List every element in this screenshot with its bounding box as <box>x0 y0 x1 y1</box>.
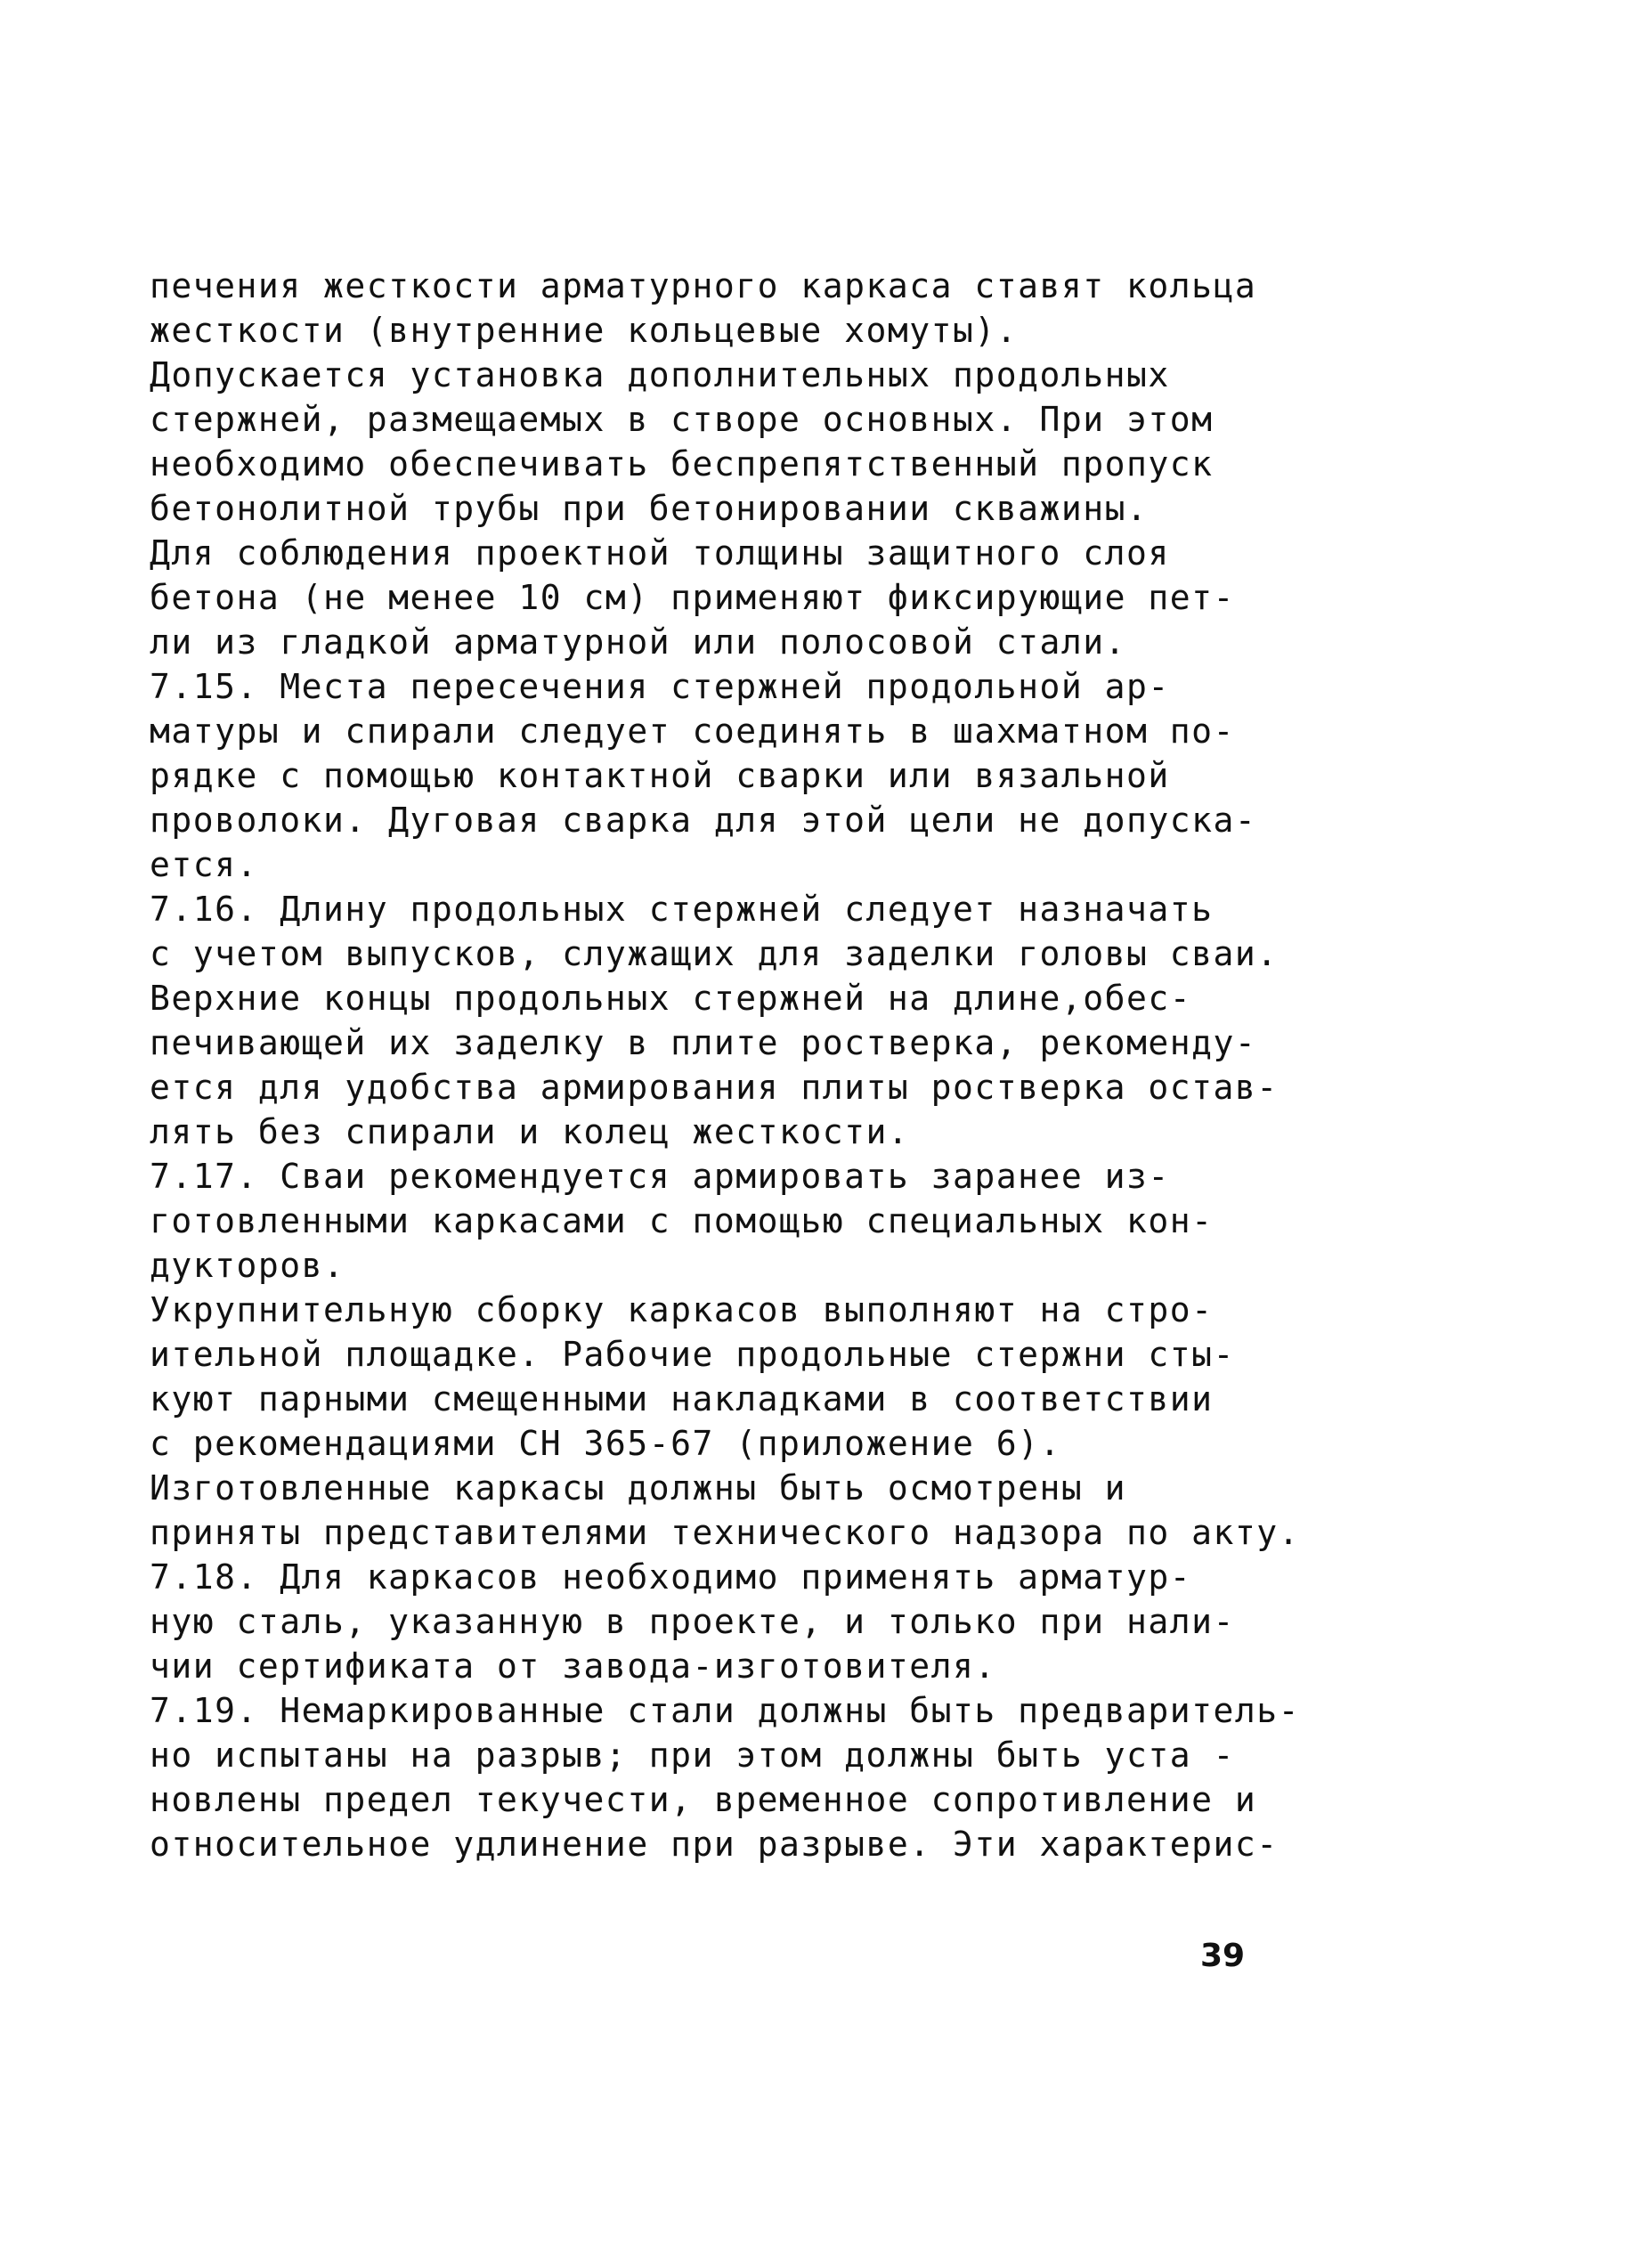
text-line: Для соблюдения проектной толщины защитного слоя <box>150 533 1170 573</box>
text-line: проволоки. Дуговая сварка для этой цели не допуска- <box>150 801 1257 840</box>
text-line: но испытаны на разрыв; при этом должны быть уста - <box>150 1736 1235 1775</box>
page-number: 39 <box>1200 1938 1246 1974</box>
text-line: ную сталь, указанную в проекте, и только при нали- <box>150 1602 1235 1641</box>
text-line: дукторов. <box>150 1246 345 1285</box>
text-line: 7.19. Немаркированные стали должны быть предваритель- <box>150 1691 1301 1730</box>
text-line: бетона (не менее 10 см) применяют фиксирующие пет- <box>150 578 1235 617</box>
text-line: с учетом выпусков, служащих для заделки головы сваи. <box>150 934 1279 973</box>
text-line: лять без спирали и колец жесткости. <box>150 1112 910 1151</box>
text-line: куют парными смещенными накладками в соответствии <box>150 1379 1214 1419</box>
text-line: ется для удобства армирования плиты ростверка остав- <box>150 1068 1279 1107</box>
text-line: Допускается установка дополнительных продольных <box>150 355 1170 394</box>
text-line: матуры и спирали следует соединять в шахматном по- <box>150 711 1235 751</box>
text-line: 7.18. Для каркасов необходимо применять арматур- <box>150 1557 1192 1597</box>
text-line: жесткости (внутренние кольцевые хомуты). <box>150 311 1019 350</box>
text-line: относительное удлинение при разрыве. Эти характерис- <box>150 1825 1279 1864</box>
text-line: Укрупнительную сборку каркасов выполняют на стро- <box>150 1290 1214 1329</box>
text-line: стержней, размещаемых в створе основных. При этом <box>150 400 1214 439</box>
text-line: 7.16. Длину продольных стержней следует назначать <box>150 890 1214 929</box>
text-line: 7.15. Места пересечения стержней продольной ар- <box>150 667 1170 706</box>
text-line: Верхние концы продольных стержней на длине,обес- <box>150 979 1192 1018</box>
text-line: ется. <box>150 845 258 884</box>
text-line: рядке с помощью контактной сварки или вязальной <box>150 756 1170 795</box>
text-line: 7.17. Сваи рекомендуется армировать заранее из- <box>150 1157 1170 1196</box>
text-line: новлены предел текучести, временное сопротивление и <box>150 1780 1257 1819</box>
text-line: Изготовленные каркасы должны быть осмотрены и <box>150 1468 1127 1508</box>
text-line: печения жесткости арматурного каркаса ставят кольца <box>150 266 1257 305</box>
text-line: ли из гладкой арматурной или полосовой стали. <box>150 622 1127 662</box>
text-line: необходимо обеспечивать беспрепятственный пропуск <box>150 444 1214 484</box>
text-line: с рекомендациями СН 365-67 (приложение 6). <box>150 1424 1061 1463</box>
body-text <box>150 264 1301 1866</box>
text-line: печивающей их заделку в плите ростверка, рекоменду- <box>150 1023 1257 1062</box>
text-line: готовленными каркасами с помощью специальных кон- <box>150 1201 1214 1240</box>
text-line: чии сертификата от завода-изготовителя. <box>150 1646 996 1686</box>
text-line: бетонолитной трубы при бетонировании скважины. <box>150 489 1149 528</box>
text-line: приняты представителями технического надзора по акту. <box>150 1513 1301 1552</box>
text-line: ительной площадке. Рабочие продольные стержни сты- <box>150 1335 1235 1374</box>
